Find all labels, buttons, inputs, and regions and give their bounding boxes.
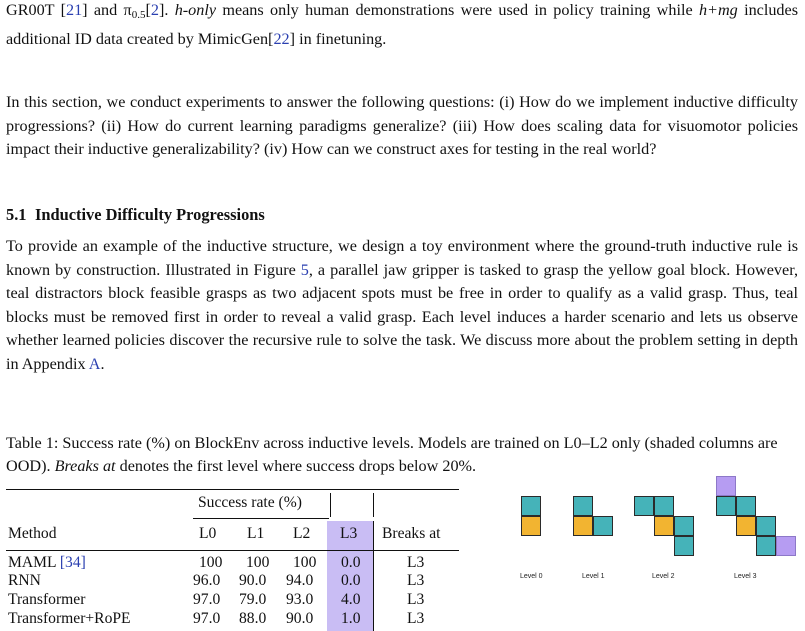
teal-block bbox=[674, 536, 694, 556]
body-paragraph bbox=[6, 235, 798, 376]
text: denotes the first level where success drops below 20%. bbox=[115, 457, 477, 475]
level-label: Level 3 bbox=[734, 573, 757, 580]
teal-block bbox=[756, 516, 776, 536]
cell-l3: 0.0 bbox=[341, 554, 361, 571]
cell-l0: 96.0 bbox=[193, 572, 221, 589]
cell-breaks: L3 bbox=[407, 572, 425, 589]
text: . bbox=[100, 354, 105, 373]
intro-paragraph bbox=[6, 0, 798, 51]
purple-block bbox=[716, 476, 736, 496]
level-label: Level 2 bbox=[652, 573, 675, 580]
section-heading bbox=[6, 205, 265, 225]
yellow-goal-block bbox=[573, 516, 593, 536]
italic-term: Breaks at bbox=[54, 457, 116, 475]
teal-block bbox=[593, 516, 613, 536]
yellow-goal-block bbox=[521, 516, 541, 536]
cell-l3: 1.0 bbox=[341, 610, 361, 627]
italic-term: h+mg bbox=[698, 1, 738, 19]
cell-l1: 88.0 bbox=[239, 610, 267, 627]
text: [ bbox=[145, 1, 151, 19]
text: means only human demonstrations were used in policy training while bbox=[216, 1, 699, 19]
teal-block bbox=[573, 496, 593, 516]
level-label: Level 0 bbox=[520, 573, 543, 580]
cell-breaks: L3 bbox=[407, 610, 425, 627]
text: ] and π bbox=[82, 1, 132, 19]
header-method: Method bbox=[8, 525, 57, 542]
text: , a parallel jaw gripper is tasked to grasp the yellow goal block. However, teal distractors block feasible grasps as two adjacent spots must be free in order to qualify as a valid grasp. Thus, teal blocks must be removed first in order to reveal a valid grasp. Each level induces a harder scenario and lets us observe whether learned policies discover the recursive rule to solve the task. We discuss more about the problem setting in depth in Appendix bbox=[6, 260, 798, 373]
yellow-goal-block bbox=[654, 516, 674, 536]
teal-block bbox=[654, 496, 674, 516]
header-l1: L1 bbox=[247, 525, 265, 542]
cell-l1: 79.0 bbox=[239, 591, 267, 608]
cell-l3: 0.0 bbox=[341, 572, 361, 589]
subscript: 0.5 bbox=[131, 9, 146, 21]
cell-l1: 100 bbox=[246, 554, 270, 571]
italic-term: h-only bbox=[174, 1, 217, 19]
section-title: Inductive Difficulty Progressions bbox=[35, 205, 265, 224]
text: ] in finetuning. bbox=[289, 29, 387, 48]
questions-paragraph: In this section, we conduct experiments to answer the following questions: (i) How do we implement inductive difficulty progressions? (ii) How do current learning paradigms generalize? (iii) How does scaling data for visuomotor policies impact their inductive generalizability? (iv) How can we construct axes for testing in the real world? bbox=[6, 93, 798, 158]
text: includes additional ID data created by MimicGen[ bbox=[6, 1, 799, 48]
column-divider bbox=[373, 521, 374, 631]
level-figure bbox=[500, 470, 800, 590]
appendix-link[interactable]: A bbox=[88, 354, 101, 373]
column-divider bbox=[330, 493, 331, 517]
header-l2: L2 bbox=[293, 525, 311, 542]
teal-block bbox=[674, 516, 694, 536]
header-l0: L0 bbox=[199, 525, 217, 542]
cite-link[interactable]: 21 bbox=[65, 1, 83, 19]
teal-block bbox=[756, 536, 776, 556]
text: GR00T [ bbox=[6, 1, 66, 19]
top-rule bbox=[6, 489, 459, 490]
text: To provide an example of the inductive structure, we design a toy environment where the ground-truth inductive rule is known by construction. Illustrated in Figure bbox=[6, 237, 798, 279]
cell-l2: 100 bbox=[293, 554, 317, 571]
cite-link[interactable]: 22 bbox=[273, 29, 290, 48]
cell-l3: 4.0 bbox=[341, 591, 361, 608]
method-name: Transformer bbox=[8, 591, 86, 608]
teal-block bbox=[736, 496, 756, 516]
method-name: Transformer+RoPE bbox=[8, 610, 131, 627]
group-header: Success rate (%) bbox=[198, 494, 302, 511]
method-name: RNN bbox=[8, 572, 41, 589]
cell-l0: 97.0 bbox=[193, 610, 221, 627]
cell-l0: 100 bbox=[199, 554, 223, 571]
cell-breaks: L3 bbox=[407, 554, 425, 571]
level-label: Level 1 bbox=[582, 573, 605, 580]
group-rule bbox=[193, 518, 329, 519]
cell-l0: 97.0 bbox=[193, 591, 221, 608]
section-number: 5.1 bbox=[6, 205, 27, 224]
mid-rule bbox=[6, 550, 459, 551]
cell-l1: 90.0 bbox=[239, 572, 267, 589]
teal-block bbox=[521, 496, 541, 516]
header-breaks: Breaks at bbox=[382, 525, 441, 542]
cite-link[interactable]: [34] bbox=[59, 554, 86, 571]
method-name: MAML bbox=[8, 554, 60, 571]
yellow-goal-block bbox=[736, 516, 756, 536]
text: Table 1: Success rate (%) on BlockEnv across inductive levels. Models are trained on L0–L2 only (shaded columns are OOD). bbox=[6, 434, 778, 475]
teal-block bbox=[634, 496, 654, 516]
header-l3: L3 bbox=[340, 525, 358, 542]
cell-breaks: L3 bbox=[407, 591, 425, 608]
cell-l2: 94.0 bbox=[286, 572, 314, 589]
teal-block bbox=[716, 496, 736, 516]
column-divider bbox=[373, 493, 374, 517]
cell-l2: 90.0 bbox=[286, 610, 314, 627]
text: ]. bbox=[158, 1, 175, 19]
cite-link[interactable]: 2 bbox=[150, 1, 159, 19]
purple-block bbox=[776, 536, 796, 556]
figure-link[interactable]: 5 bbox=[300, 260, 309, 279]
cell-l2: 93.0 bbox=[286, 591, 314, 608]
